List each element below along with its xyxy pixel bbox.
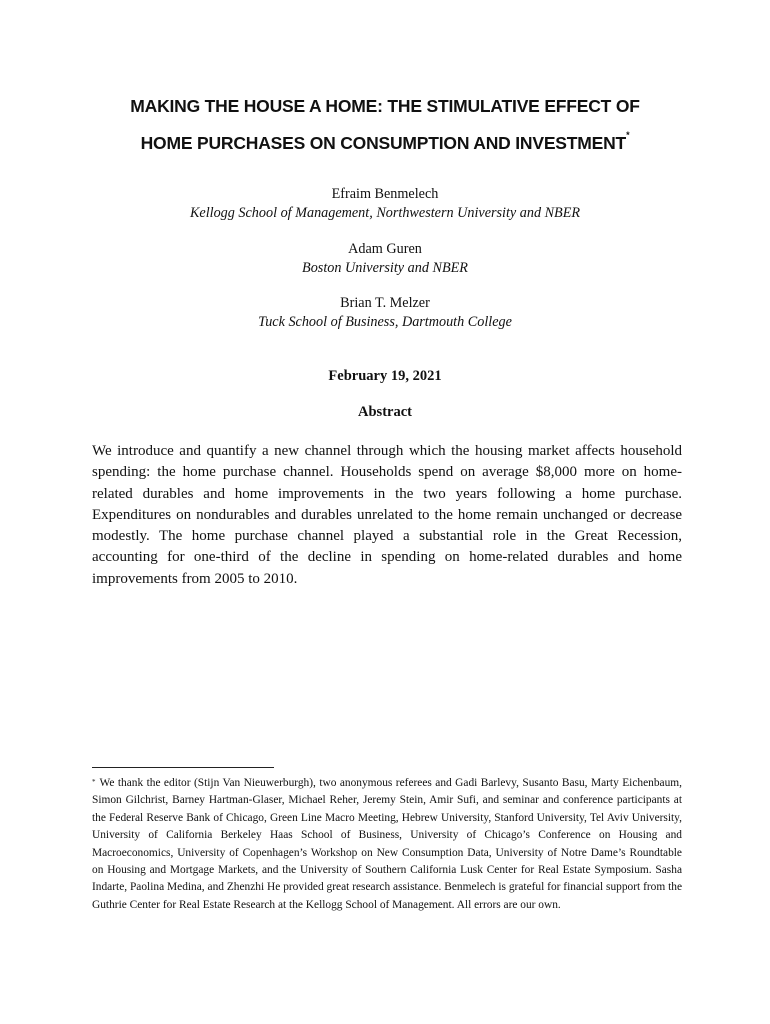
abstract-text: We introduce and quantify a new channel through which the housing market affects household spending: the home purchase channel. Households spend on average $8,000 more on home-related durables and home improvements in the two years following a home purchase. Expenditures on nondurables and durables unrelated to the home remain unchanged or decrease modestly. The home purchase channel played a substantial role in the Great Recession, accounting for one-third of the decline in spending on home-related durables and home improvements from 2005 to 2010. (92, 443, 682, 587)
author-name: Efraim Benmelech (331, 186, 439, 202)
author-block-2 (60, 240, 710, 278)
author-affiliation: Boston University and NBER (302, 260, 468, 276)
title-text-1: MAKING THE HOUSE A HOME: THE STIMULATIVE EFFECT OF (130, 96, 640, 116)
author-affiliation: Kellogg School of Management, Northwestern University and NBER (189, 205, 581, 221)
footnote-text: We thank the editor (Stijn Van Nieuwerburgh), two anonymous referees and Gadi Barlevy, Susanto Basu, Marty Eichenbaum, Simon Gilchrist, Barney Hartman-Glaser, Michael Reher, Jeremy Stein, Amir Sufi, and seminar and conference participants at the Federal Reserve Bank of Chicago, Green Line Macro Meeting, Hebrew University, Stanford University, Tel Aviv University, University of California Berkeley Haas School of Business, University of Chicago’s Conference on Housing and Macroeconomics, University of Copenhagen’s Workshop on New Consumption Data, University of Notre Dame’s Roundtable on Housing and Mortgage Markets, and the University of Southern California Lusk Center for Real Estate Symposium. Sasha Indarte, Paolina Medina, and Zhenzhi He provided great research assistance. Benmelech is grateful for financial support from the Guthrie Center for Real Estate Research at the Kellogg School of Management. All errors are our own. (92, 777, 682, 911)
footnote-marker: * (92, 778, 96, 786)
author-block-3 (60, 294, 710, 332)
footnote-divider (92, 767, 274, 768)
title-footnote-marker[interactable]: * (626, 130, 630, 140)
paper-title-line-1 (60, 96, 710, 117)
abstract-heading: Abstract (358, 404, 412, 420)
paper-title-line-2 (60, 130, 710, 154)
title-text-2: HOME PURCHASES ON CONSUMPTION AND INVESTMENT (140, 133, 627, 153)
publication-date: February 19, 2021 (328, 368, 442, 384)
author-name: Adam Guren (348, 241, 422, 257)
author-affiliation: Tuck School of Business, Dartmouth College (258, 314, 512, 330)
author-block-1 (60, 185, 710, 223)
author-name: Brian T. Melzer (340, 295, 430, 311)
acknowledgement-footnote (92, 775, 682, 914)
